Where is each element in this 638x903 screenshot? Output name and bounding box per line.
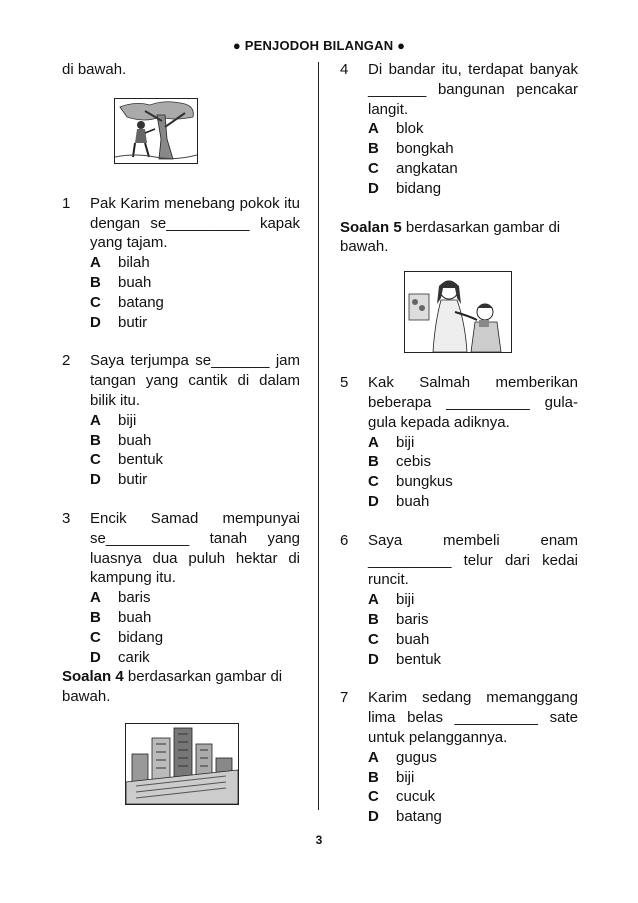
sister-giving-sweets-illustration xyxy=(404,271,512,353)
option-text: bidang xyxy=(396,179,442,197)
question-number: 6 xyxy=(340,531,349,549)
option-text: biji xyxy=(396,768,415,786)
option-letter: B xyxy=(90,273,101,291)
option-text: butir xyxy=(118,471,148,489)
question-3 xyxy=(62,509,300,667)
answer-options xyxy=(368,748,578,827)
option-letter: C xyxy=(90,451,101,469)
option-letter: A xyxy=(90,411,101,429)
option-a[interactable] xyxy=(368,433,578,453)
option-text: buah xyxy=(396,492,430,510)
answer-options xyxy=(90,411,300,490)
option-text: biji xyxy=(396,591,415,609)
question-7 xyxy=(340,688,578,827)
question-number: 7 xyxy=(340,689,349,707)
option-text: blok xyxy=(396,120,424,138)
option-a[interactable] xyxy=(90,411,300,431)
option-b[interactable] xyxy=(368,452,578,472)
option-d[interactable] xyxy=(90,648,300,668)
option-letter: D xyxy=(368,650,379,668)
option-text: baris xyxy=(118,589,151,607)
option-text: biji xyxy=(396,433,415,451)
option-text: bentuk xyxy=(396,650,442,668)
option-letter: A xyxy=(368,433,379,451)
option-d[interactable] xyxy=(368,179,578,199)
option-letter: D xyxy=(368,179,379,197)
option-a[interactable] xyxy=(368,119,578,139)
option-text: bungkus xyxy=(396,473,453,491)
caption-label: Soalan 5 xyxy=(340,218,402,236)
question-text: Di bandar itu, terdapat banyak _______ bangunan pencakar langit. xyxy=(368,61,578,118)
option-letter: C xyxy=(368,159,379,177)
option-b[interactable] xyxy=(368,768,578,788)
option-letter: A xyxy=(368,748,379,766)
option-d[interactable] xyxy=(368,650,578,670)
option-letter: C xyxy=(90,293,101,311)
option-a[interactable] xyxy=(368,748,578,768)
option-b[interactable] xyxy=(90,431,300,451)
option-text: bidang xyxy=(118,628,164,646)
option-letter: B xyxy=(90,608,101,626)
option-c[interactable] xyxy=(90,450,300,470)
option-text: butir xyxy=(118,313,148,331)
option-c[interactable] xyxy=(368,630,578,650)
option-letter: D xyxy=(368,492,379,510)
answer-options xyxy=(368,119,578,198)
option-letter: D xyxy=(90,313,101,331)
option-text: cebis xyxy=(396,453,432,471)
option-letter: B xyxy=(368,140,379,158)
option-text: bentuk xyxy=(118,451,164,469)
option-text: gugus xyxy=(396,748,437,766)
option-text: biji xyxy=(118,411,137,429)
option-c[interactable] xyxy=(368,787,578,807)
option-letter: C xyxy=(368,630,379,648)
option-letter: B xyxy=(368,768,379,786)
option-letter: D xyxy=(368,808,379,826)
option-text: bilah xyxy=(118,254,150,272)
question-text: Kak Salmah memberikan beberapa __________ gula-gula kepada adiknya. xyxy=(368,374,578,431)
question-1 xyxy=(62,194,300,333)
option-d[interactable] xyxy=(368,807,578,827)
question-number: 5 xyxy=(340,374,349,392)
question-number: 2 xyxy=(62,352,71,370)
option-letter: C xyxy=(368,788,379,806)
option-letter: D xyxy=(90,648,101,666)
question-5-caption xyxy=(340,218,578,258)
question-4-caption xyxy=(62,667,300,707)
option-c[interactable] xyxy=(90,628,300,648)
option-letter: C xyxy=(90,628,101,646)
option-d[interactable] xyxy=(90,313,300,333)
option-a[interactable] xyxy=(368,590,578,610)
question-number: 4 xyxy=(340,61,349,78)
question-text: Pak Karim menebang pokok itu dengan se__________ kapak yang tajam. xyxy=(90,194,300,252)
option-text: buah xyxy=(396,630,430,648)
city-skyscrapers-illustration xyxy=(125,723,239,805)
right-column xyxy=(340,60,578,827)
question-number: 1 xyxy=(62,194,71,212)
option-text: carik xyxy=(118,648,150,666)
page-header: ● PENJODOH BILANGAN ● xyxy=(232,38,406,53)
page-number: 3 xyxy=(315,833,323,847)
option-text: buah xyxy=(118,608,152,626)
answer-options xyxy=(368,590,578,669)
question-number: 3 xyxy=(62,509,71,527)
option-a[interactable] xyxy=(90,253,300,273)
option-letter: C xyxy=(368,473,379,491)
question-text: Karim sedang memanggang lima belas __________ sate untuk pelanggannya. xyxy=(368,689,578,746)
option-text: batang xyxy=(118,293,164,311)
option-text: cucuk xyxy=(396,788,436,806)
option-text: bongkah xyxy=(396,140,454,158)
option-text: baris xyxy=(396,610,429,628)
tree-cutting-illustration xyxy=(114,98,198,164)
option-b[interactable] xyxy=(90,273,300,293)
left-column xyxy=(62,60,300,805)
question-4 xyxy=(340,60,578,199)
option-c[interactable] xyxy=(368,472,578,492)
answer-options xyxy=(368,433,578,512)
option-letter: A xyxy=(90,254,101,272)
question-6 xyxy=(340,531,578,670)
option-letter: A xyxy=(90,589,101,607)
question-text: Saya terjumpa se_______ jam tangan yang cantik di dalam bilik itu. xyxy=(90,352,300,409)
answer-options xyxy=(90,588,300,667)
column-divider xyxy=(318,62,319,810)
option-text: buah xyxy=(118,431,152,449)
option-d[interactable] xyxy=(90,470,300,490)
question-text: Saya membeli enam __________ telur dari kedai runcit. xyxy=(368,531,578,589)
option-b[interactable] xyxy=(368,139,578,159)
option-c[interactable] xyxy=(90,293,300,313)
question-5 xyxy=(340,373,578,512)
option-text: angkatan xyxy=(396,159,458,177)
option-b[interactable] xyxy=(90,608,300,628)
question-text: Encik Samad mempunyai se__________ tanah yang luasnya dua puluh hektar di kampung itu. xyxy=(90,509,300,587)
caption-text: berdasarkan gambar di bawah. xyxy=(340,218,561,256)
caption-label: Soalan 4 xyxy=(62,668,124,686)
caption-text: berdasarkan gambar di bawah. xyxy=(62,668,283,706)
option-c[interactable] xyxy=(368,159,578,179)
option-letter: A xyxy=(368,591,379,609)
option-d[interactable] xyxy=(368,492,578,512)
question-2 xyxy=(62,351,300,490)
option-letter: B xyxy=(368,610,379,628)
option-letter: D xyxy=(90,471,101,489)
option-letter: A xyxy=(368,120,379,138)
option-b[interactable] xyxy=(368,610,578,630)
option-text: batang xyxy=(396,808,442,826)
intro-text: di bawah. xyxy=(62,61,127,78)
option-letter: B xyxy=(368,453,379,471)
answer-options xyxy=(90,253,300,332)
option-a[interactable] xyxy=(90,588,300,608)
option-text: buah xyxy=(118,273,152,291)
option-letter: B xyxy=(90,431,101,449)
